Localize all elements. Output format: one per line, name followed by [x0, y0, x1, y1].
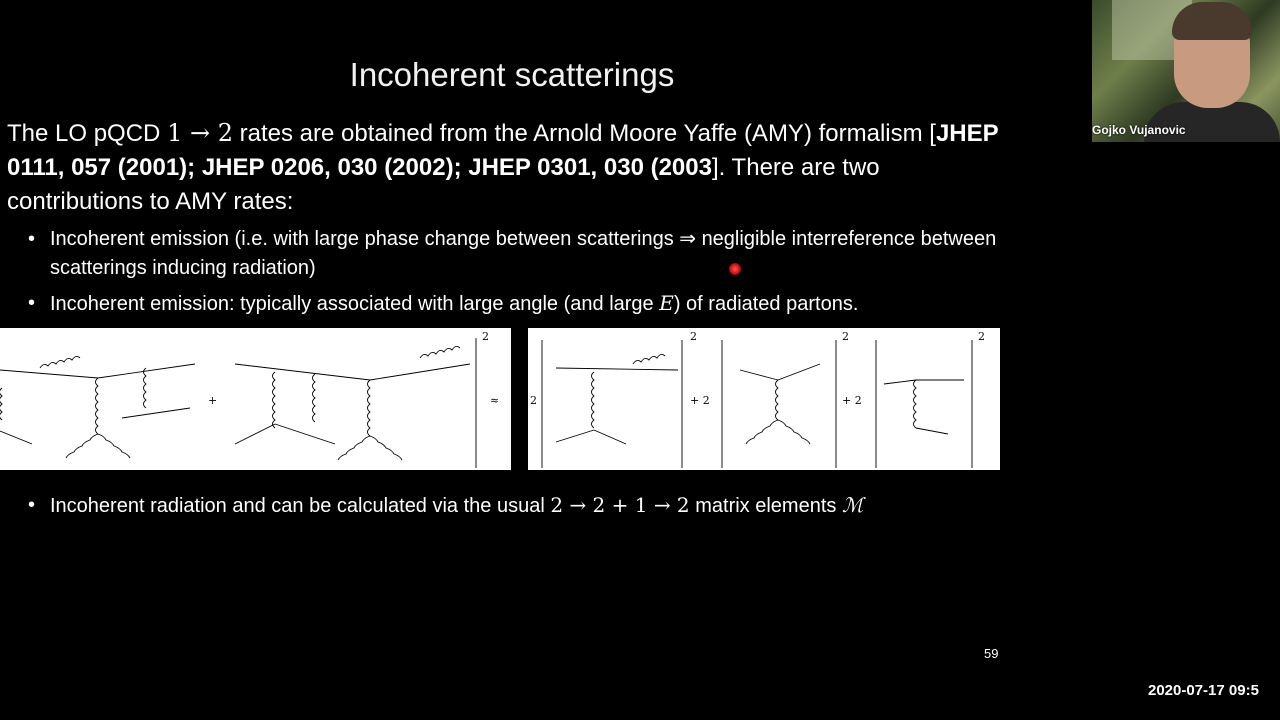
intro-paragraph — [7, 116, 1017, 219]
participant-name: Gojko Vujanovic — [1092, 123, 1186, 137]
square-exponent-2: 2 — [690, 330, 697, 343]
slide-title: Incoherent scatterings — [349, 56, 675, 93]
page-number: 59 — [984, 646, 999, 661]
bullet3-text-mid: matrix elements — [689, 495, 842, 517]
bullet2-text: Incoherent emission: typically associated with large angle (and large — [50, 293, 660, 315]
bullet-matrix-elements — [28, 491, 1018, 521]
bullet-incoherent-emission: • Incoherent emission (i.e. with large phase change between scatterings ⇒ negligible interreference between scatterings inducing radiation) — [28, 225, 1018, 283]
matrix-element-symbol: ℳ — [841, 493, 864, 517]
approx-sign: ≈ — [490, 394, 500, 407]
bullet-list-3 — [28, 491, 1018, 521]
participant-video[interactable] — [1092, 0, 1280, 142]
intro-text-end: ]. There are two contributions to AMY rates: — [7, 154, 880, 215]
recording-timestamp: 2020-07-17 09:5 — [1148, 682, 1259, 699]
feynman-diagram-svg-1 — [0, 328, 511, 470]
bullet-list-1 — [28, 225, 1018, 283]
bullet-list-2 — [28, 289, 1018, 319]
plus-two-1: + 2 — [690, 394, 710, 407]
intro-text-mid: rates are obtained from the Arnold Moore Yaffe (AMY) formalism [ — [232, 120, 936, 147]
feynman-diagram-incoherent — [528, 328, 1000, 470]
bullet2-text-end: ) of radiated partons. — [673, 293, 859, 315]
bullet3-text: Incoherent radiation and can be calculated via the usual — [50, 495, 551, 517]
laser-pointer — [729, 263, 741, 275]
square-exponent-4: 2 — [978, 330, 985, 343]
feynman-diagram-svg-2 — [528, 328, 1000, 470]
intro-text-start: The LO pQCD — [7, 120, 168, 147]
plus-sign-1: + — [208, 394, 218, 407]
intro-references: JHEP 0111, 057 (2001); JHEP 0206, 030 (2002); JHEP 0301, 030 (2003 — [7, 120, 999, 181]
square-exponent-3: 2 — [842, 330, 849, 343]
bullet3-math: 2 → 2 + 1 → 2 — [550, 493, 690, 517]
participant-hair — [1172, 2, 1252, 40]
square-exponent-1: 2 — [482, 330, 489, 343]
bullet-large-angle — [28, 289, 1018, 319]
bullet2-math: E — [659, 291, 674, 315]
intro-math: 1 → 2 — [167, 119, 233, 147]
feynman-diagram-coherent — [0, 328, 511, 470]
coefficient-2: 2 — [530, 394, 537, 407]
plus-two-2: + 2 — [842, 394, 862, 407]
